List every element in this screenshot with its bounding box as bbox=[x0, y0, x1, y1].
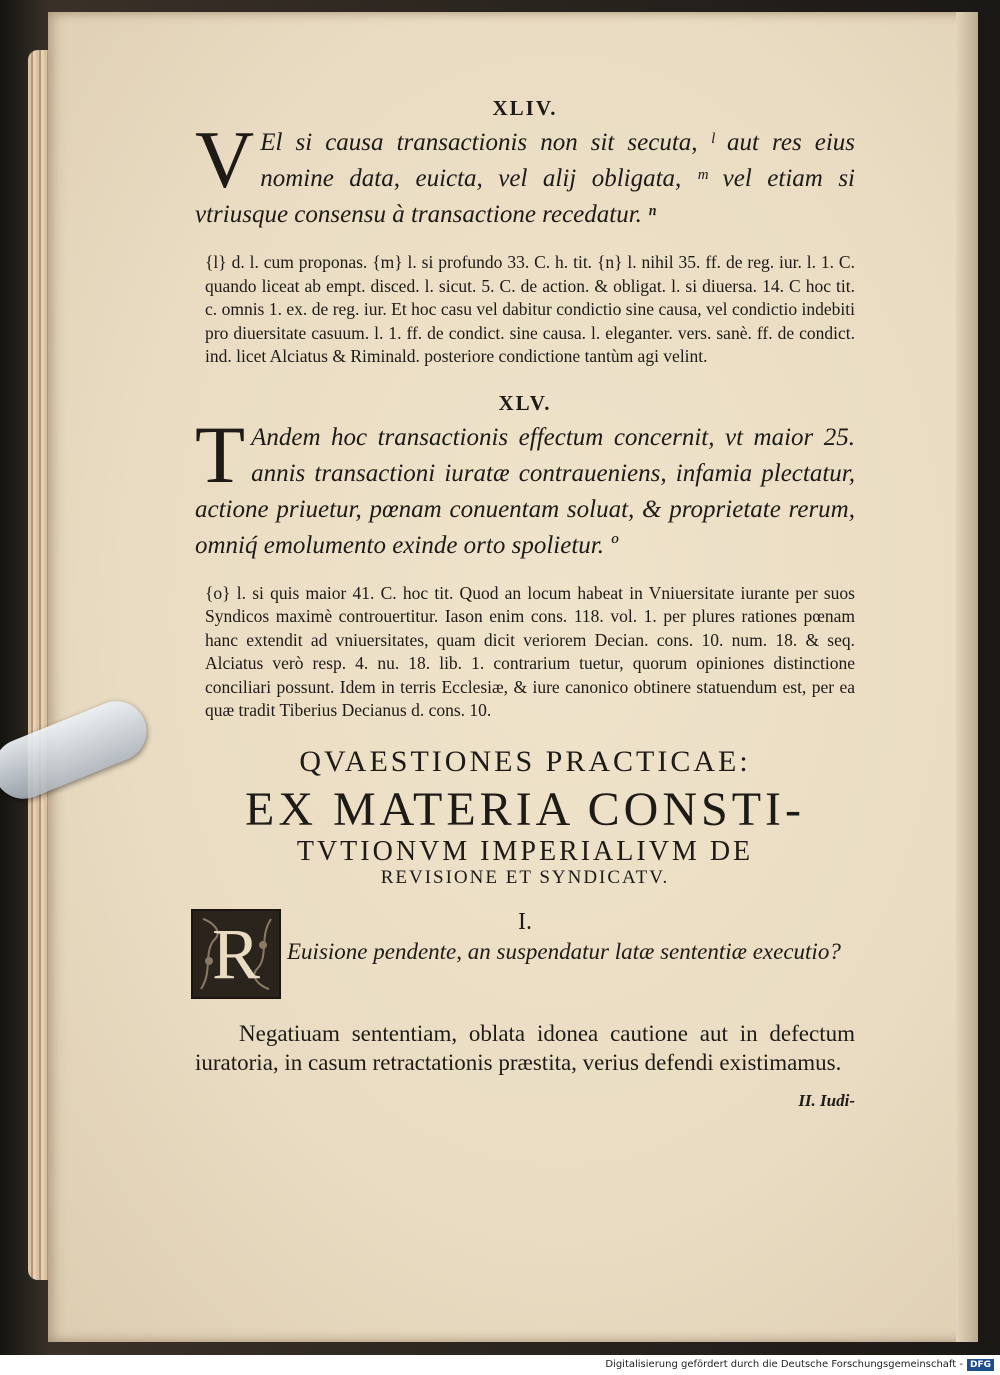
ornamental-letter: R bbox=[211, 913, 261, 994]
section-45 bbox=[195, 391, 855, 723]
chapter-title bbox=[195, 745, 855, 889]
ornamental-initial-icon bbox=[191, 909, 281, 999]
section-footnote: {o} l. si quis maior 41. C. hoc tit. Quod an locum habeat in Vniuersitate iurante per suos Syndicos maximè controuertitur. Iason enim cons. 118. vol. 1. per plures rationes pœnam hanc extendit ad vniuersitates, quam dicit veriorem Decian. cons. 10. num. 18. & seq. Alciatus verò resp. 4. nu. 18. lib. 1. contrarium tuetur, quorum opiniones distinctione conciliari possunt. Idem in terris Ecclesiæ, & iure canonico obtinere statuendum est, per ea quæ tradit Tiberius Decianus d. cons. 10. bbox=[205, 582, 855, 720]
section-number: XLIV. bbox=[492, 96, 558, 120]
page-content bbox=[195, 96, 855, 1111]
section-lead-body: El si causa transactionis non sit secuta, ˡ aut res eius nomine data, euicta, vel alij obligata, ᵐ vel etiam si vtriusque consensu à transactione recedatur. ⁿ bbox=[195, 129, 855, 228]
question-lead: Euisione pendente, an suspendatur latæ sententiæ executio? bbox=[287, 938, 841, 964]
page-right-edge bbox=[956, 12, 978, 1342]
question-answer: Negatiuam sententiam, oblata idonea cautione aut in defectum iuratoria, in casum retractationis præstita, verius defendi existimamus. bbox=[195, 1020, 855, 1075]
drop-initial: T bbox=[195, 408, 246, 500]
title-line-2: EX MATERIA CONSTI- bbox=[245, 782, 805, 836]
section-number: XLV. bbox=[498, 390, 552, 415]
drop-initial: V bbox=[195, 114, 255, 205]
question-1 bbox=[195, 909, 855, 1009]
title-line-4: REVISIONE ET SYNDICATV. bbox=[380, 866, 670, 888]
dfg-logo: DFG bbox=[967, 1359, 994, 1371]
footer-bar bbox=[0, 1355, 1000, 1375]
section-44 bbox=[195, 96, 855, 369]
catchword: II. Iudi- bbox=[798, 1090, 855, 1110]
section-footnote: {l} d. l. cum proponas. {m} l. si profundo 33. C. h. tit. {n} l. nihil 35. ff. de reg. iur. l. 1. C. quando liceat ab empt. disced. l. sicut. 5. C. de action. & obligat. l. si diuersa. 14. C hoc tit. c. omnis 1. ex. de reg. iur. Et hoc casu vel dabitur condictio sine causa, vel condictio indebiti pro diuersitate casuum. l. 1. ff. de condict. sine causa. l. eleganter. vers. sanè. ff. de condict. ind. licet Alciatus & Riminald. posteriore condictione tantùm agi velint. bbox=[205, 252, 855, 366]
section-lead-body: Andem hoc transactionis effectum concernit, vt maior 25. annis transactioni iuratæ contraueniens, infamia plectatur, actione priuetur, pœnam conuentam soluat, & proprietate rerum, omniq́ emolumento exinde orto spolietur. º bbox=[195, 423, 855, 559]
section-lead-text bbox=[195, 114, 855, 233]
question-number: I. bbox=[518, 908, 532, 935]
section-lead-text bbox=[195, 408, 855, 564]
title-line-1: QVAESTIONES PRACTICAE: bbox=[299, 744, 751, 778]
footer-credit: Digitalisierung gefördert durch die Deutsche Forschungsgemeinschaft - bbox=[605, 1359, 963, 1370]
title-line-3: TVTIONVM IMPERIALIVM DE bbox=[296, 835, 754, 867]
